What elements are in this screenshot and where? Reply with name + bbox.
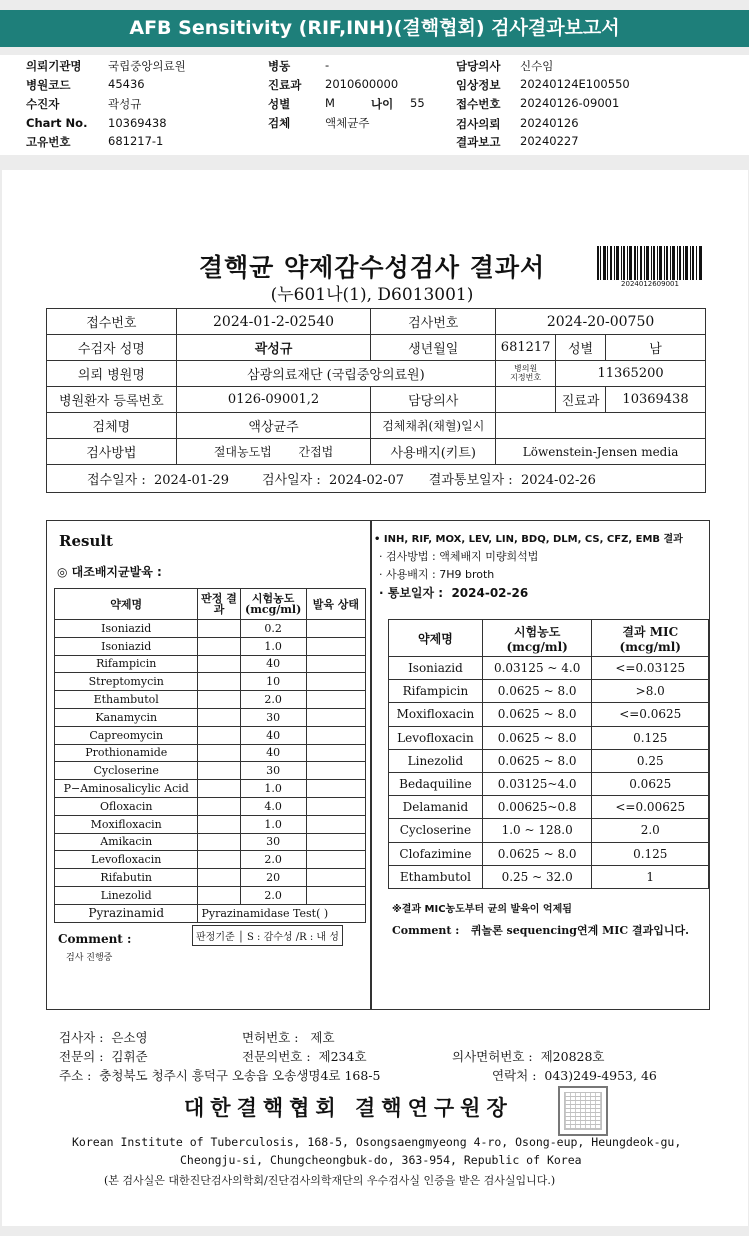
cell-method-value: [176, 439, 371, 465]
t1-conc: 4.0: [240, 797, 306, 815]
t2-mic: <=0.0625: [592, 703, 709, 726]
t1-row: [55, 833, 366, 851]
clinical-label: 임상정보: [456, 78, 501, 92]
criteria-value: S : 감수성 /R : 내 성: [247, 932, 339, 943]
reported-value: 20240227: [520, 134, 579, 148]
official-seal-icon: [558, 1086, 608, 1136]
t1-growth: [306, 637, 365, 655]
address-value: 충청북도 청주시 흥덕구 오송읍 오송생명4로 168-5: [99, 1068, 381, 1083]
cell-doctor-label: 담당의사: [371, 387, 496, 413]
t2-mic: 0.25: [592, 749, 709, 772]
t1-row: [55, 673, 366, 691]
t1-growth: [306, 833, 365, 851]
t1-result: [198, 655, 240, 673]
code-value: 45436: [108, 77, 145, 91]
recv-date-value: 2024-01-29: [154, 473, 229, 488]
scanned-report: [2, 170, 748, 1226]
t2-conc: 0.25 ~ 32.0: [482, 865, 592, 888]
spec-no-label: 전문의번호 :: [242, 1049, 311, 1064]
right-comment-value: 퀴놀론 sequencing연계 MIC 결과입니다.: [470, 924, 689, 937]
doc-subtitle: (누601나(1), D6013001): [270, 285, 474, 305]
sex-value: M: [325, 96, 335, 110]
institute-name-ko: 대한결핵협회 결핵연구원장: [184, 1095, 513, 1120]
t1-conc: 40: [240, 744, 306, 762]
cell-reg-label: 병원환자 등록번호: [47, 387, 177, 413]
t1-drug: Cycloserine: [55, 762, 198, 780]
t1-conc: 30: [240, 708, 306, 726]
t1-row: [55, 886, 366, 904]
t1-result: [198, 815, 240, 833]
hospital-no-label-2: 지정번호: [510, 372, 542, 382]
t1-conc: 2.0: [240, 851, 306, 869]
t1-drug: Rifabutin: [55, 869, 198, 887]
t2-mic: 2.0: [592, 819, 709, 842]
criteria-box: 판정기준 │ S : 감수성 /R : 내 성: [192, 925, 343, 946]
t1-conc: 40: [240, 655, 306, 673]
examiner-label: 검사자 :: [59, 1030, 104, 1045]
t1-result: [198, 620, 240, 638]
t2-row: [389, 796, 709, 819]
t1-result: [198, 673, 240, 691]
cell-dates: [47, 465, 706, 493]
t2-conc: 0.00625~0.8: [482, 796, 592, 819]
dept-value: 2010600000: [325, 77, 399, 91]
t2-drug: Levofloxacin: [389, 726, 483, 749]
t1-row: [55, 780, 366, 798]
cell-exam-value: 2024-20-00750: [496, 309, 706, 335]
t1-drug: Capreomycin: [55, 726, 198, 744]
patient-value: 곽성규: [108, 97, 142, 111]
t1-result: [198, 691, 240, 709]
left-comment-value: 검사 진행중: [66, 953, 113, 963]
test-date-label: 검사일자 :: [262, 473, 321, 488]
cell-collect-label: 검체채취(채혈)일시: [371, 413, 496, 439]
license-label: 면허번호 :: [242, 1030, 299, 1045]
t2-mic: 1: [592, 865, 709, 888]
mic-report-label: · 통보일자 :: [379, 586, 444, 600]
t1-row: [55, 762, 366, 780]
notify-date-label: 결과통보일자 :: [428, 473, 513, 488]
mic-report-line: [379, 584, 528, 601]
cell-name-value: 곽성규: [176, 335, 371, 361]
t1-conc: 1.0: [240, 637, 306, 655]
t2-drug: Linezolid: [389, 749, 483, 772]
uid-label: 고유번호: [26, 135, 71, 149]
t1-conc: 20: [240, 869, 306, 887]
t2-row: [389, 749, 709, 772]
t2-conc: 0.03125~4.0: [482, 772, 592, 795]
ward-value: -: [325, 58, 330, 72]
cell-birth-value: 681217: [496, 335, 556, 361]
cell-sex-value: 남: [606, 335, 706, 361]
cell-exam-label: 검사번호: [371, 309, 496, 335]
specimen-label: 검체: [268, 116, 291, 130]
notify-date-value: 2024-02-26: [520, 473, 596, 488]
contact-label: 연락처 :: [492, 1068, 537, 1083]
t1-header-result: 판정 결과: [198, 589, 240, 620]
t1-header-growth: 발육 상태: [306, 589, 365, 620]
t1-row: [55, 691, 366, 709]
cell-specimen-value: 액상균주: [176, 413, 371, 439]
t1-result: [198, 708, 240, 726]
doctor-value: 신수임: [520, 59, 554, 73]
license-value: 제호: [310, 1030, 335, 1045]
cell-birth-label: 생년월일: [371, 335, 496, 361]
doc-license-label: 의사면허번호 :: [452, 1049, 533, 1064]
test-date-value: 2024-02-07: [329, 473, 404, 488]
pza-drug: Pyrazinamid: [55, 904, 198, 922]
barcode-number: 2024012609001: [621, 280, 679, 288]
cell-dept-label: 진료과: [556, 387, 606, 413]
t2-drug: Rifampicin: [389, 680, 483, 703]
t1-growth: [306, 673, 365, 691]
specialist: [59, 1047, 148, 1065]
t1-conc: 10: [240, 673, 306, 691]
mic-report-value: 2024-02-26: [451, 586, 529, 600]
right-comment-label: Comment :: [392, 924, 460, 937]
footer-line-1: [59, 1028, 148, 1046]
t2-mic: 0.125: [592, 842, 709, 865]
t2-drug: Bedaquiline: [389, 772, 483, 795]
chart-label: Chart No.: [26, 116, 88, 130]
t1-drug: Ofloxacin: [55, 797, 198, 815]
t1-drug: Isoniazid: [55, 637, 198, 655]
t2-drug: Cycloserine: [389, 819, 483, 842]
t1-growth: [306, 869, 365, 887]
t2-drug: Moxifloxacin: [389, 703, 483, 726]
mic-drugs-line: • INH, RIF, MOX, LEV, LIN, BDQ, DLM, CS, CFZ, EMB 결과: [374, 534, 683, 545]
cell-media-value: Löwenstein-Jensen media: [496, 439, 706, 465]
t1-row: [55, 815, 366, 833]
chart-value: 10369438: [108, 116, 167, 130]
age-value: 55: [410, 96, 425, 110]
institute-address-en-2: Cheongju-si, Chungcheongbuk-do, 363-954, Republic of Korea: [180, 1153, 582, 1167]
address-label: 주소 :: [59, 1068, 92, 1083]
mic-table: [388, 619, 709, 889]
recv-date-label: 접수일자 :: [87, 473, 146, 488]
contact-value: 043)249-4953, 46: [544, 1068, 657, 1083]
cell-media-label: 사용배지(키트): [371, 439, 496, 465]
t1-row: [55, 797, 366, 815]
specimen-info-table: [46, 308, 706, 493]
mic-media-line: · 사용배지 : 7H9 broth: [379, 568, 495, 581]
t1-row: [55, 726, 366, 744]
t1-conc: 1.0: [240, 815, 306, 833]
code-label: 병원코드: [26, 78, 71, 92]
t2-row: [389, 726, 709, 749]
t2-conc: 0.0625 ~ 8.0: [482, 842, 592, 865]
t2-row: [389, 680, 709, 703]
contact: [492, 1066, 657, 1084]
t2-conc: 0.0625 ~ 8.0: [482, 703, 592, 726]
t1-row: [55, 744, 366, 762]
institute-address-en-1: Korean Institute of Tuberculosis, 168-5, Osongsaengmyeong 4-ro, Osong-eup, Heungdeok-gu,: [72, 1135, 682, 1149]
address: [59, 1066, 381, 1084]
t1-result: [198, 726, 240, 744]
t2-mic: 0.125: [592, 726, 709, 749]
criteria-label: 판정기준: [196, 932, 235, 943]
t1-header-drug: 약제명: [55, 589, 198, 620]
t2-mic: 0.0625: [592, 772, 709, 795]
reported-label: 결과보고: [456, 135, 501, 149]
t2-header-drug: 약제명: [389, 620, 483, 657]
dept-label: 진료과: [268, 78, 302, 92]
absolute-concentration-table: [54, 588, 366, 923]
t1-result: [198, 851, 240, 869]
cell-method-label: 검사방법: [47, 439, 177, 465]
clinical-value: 20240124E100550: [520, 77, 630, 91]
specialist-value: 김휘준: [111, 1049, 148, 1064]
method-value-2: 간접법: [298, 445, 334, 459]
doc-title: 결핵균 약제감수성검사 결과서: [198, 253, 546, 282]
hospital-value: 국립중앙의료원: [108, 59, 186, 73]
receipt-value: 20240126-09001: [520, 96, 620, 110]
sex-label: 성별: [268, 97, 291, 111]
t1-header-conc: 시험농도 (mcg/ml): [240, 589, 306, 620]
cell-reg-value: 0126-09001,2: [176, 387, 371, 413]
t2-conc: 0.0625 ~ 8.0: [482, 726, 592, 749]
t1-growth: [306, 655, 365, 673]
t1-row: [55, 851, 366, 869]
pza-test: Pyrazinamidase Test( ): [198, 904, 366, 922]
result-label: Result: [59, 532, 113, 550]
t1-growth: [306, 691, 365, 709]
t1-growth: [306, 797, 365, 815]
t1-drug: Moxifloxacin: [55, 815, 198, 833]
t2-conc: 0.0625 ~ 8.0: [482, 680, 592, 703]
t2-mic: <=0.03125: [592, 657, 709, 680]
certification-note: (본 검사실은 대한진단검사의학회/진단검사의학재단의 우수검사실 인증을 받은 검사실입니다.): [104, 1174, 556, 1187]
right-comment: [392, 922, 689, 938]
t1-row: [55, 655, 366, 673]
t1-result: [198, 833, 240, 851]
t1-result: [198, 762, 240, 780]
t1-drug: P−Aminosalicylic Acid: [55, 780, 198, 798]
t1-drug: Linezolid: [55, 886, 198, 904]
t2-row: [389, 657, 709, 680]
cell-hospital-no-label: [496, 361, 556, 387]
t2-conc: 1.0 ~ 128.0: [482, 819, 592, 842]
t1-conc: 2.0: [240, 691, 306, 709]
method-value-1: 절대농도법: [213, 445, 272, 459]
spec-no-value: 제234호: [318, 1049, 367, 1064]
t2-row: [389, 772, 709, 795]
cell-sex-label: 성별: [556, 335, 606, 361]
t2-conc: 0.0625 ~ 8.0: [482, 749, 592, 772]
doctor-license: [452, 1047, 605, 1065]
t1-drug: Rifampicin: [55, 655, 198, 673]
t1-result: [198, 637, 240, 655]
requested-label: 검사의뢰: [456, 117, 501, 131]
ward-label: 병동: [268, 59, 291, 73]
barcode-icon: [596, 246, 704, 280]
t2-conc: 0.03125 ~ 4.0: [482, 657, 592, 680]
age-label: 나이: [371, 97, 394, 111]
doc-license-value: 제20828호: [540, 1049, 605, 1064]
t1-growth: [306, 744, 365, 762]
t2-mic: >8.0: [592, 680, 709, 703]
t1-row: [55, 637, 366, 655]
examiner-value: 은소영: [111, 1030, 148, 1045]
t1-result: [198, 744, 240, 762]
t1-row: [55, 620, 366, 638]
specimen-value: 액체균주: [325, 116, 370, 130]
t1-drug: Ethambutol: [55, 691, 198, 709]
hospital-label: 의뢰기관명: [26, 59, 82, 73]
t1-growth: [306, 780, 365, 798]
t1-growth: [306, 620, 365, 638]
t1-drug: Kanamycin: [55, 708, 198, 726]
cell-hospital-value: 삼광의료재단 (국립중앙의료원): [176, 361, 495, 387]
t1-result: [198, 797, 240, 815]
cell-dept-value: 10369438: [606, 387, 706, 413]
doctor-label: 담당의사: [456, 59, 501, 73]
t2-header-conc: 시험농도 (mcg/ml): [482, 620, 592, 657]
uid-value: 681217-1: [108, 134, 164, 148]
t1-drug: Amikacin: [55, 833, 198, 851]
t1-conc: 2.0: [240, 886, 306, 904]
t2-row: [389, 865, 709, 888]
t2-drug: Isoniazid: [389, 657, 483, 680]
cell-receipt-label: 접수번호: [47, 309, 177, 335]
t2-header-mic: 결과 MIC (mcg/ml): [592, 620, 709, 657]
t1-result: [198, 780, 240, 798]
t1-conc: 1.0: [240, 780, 306, 798]
t1-row: [55, 869, 366, 887]
mic-method-line: · 검사방법 : 액체배지 미량희석법: [379, 550, 539, 563]
t1-growth: [306, 886, 365, 904]
t2-mic: <=0.00625: [592, 796, 709, 819]
t1-conc: 0.2: [240, 620, 306, 638]
t2-row: [389, 819, 709, 842]
cell-hospital-no-value: 11365200: [556, 361, 706, 387]
t2-row: [389, 703, 709, 726]
t1-growth: [306, 815, 365, 833]
t2-drug: Delamanid: [389, 796, 483, 819]
t1-row: [55, 708, 366, 726]
t1-conc: 30: [240, 833, 306, 851]
report-banner: AFB Sensitivity (RIF,INH)(결핵협회) 검사결과보고서: [0, 10, 749, 47]
t1-conc: 40: [240, 726, 306, 744]
t1-conc: 30: [240, 762, 306, 780]
t1-growth: [306, 851, 365, 869]
t1-drug: Isoniazid: [55, 620, 198, 638]
t2-drug: Ethambutol: [389, 865, 483, 888]
patient-info-panel: [0, 55, 749, 155]
cell-specimen-label: 검체명: [47, 413, 177, 439]
t1-growth: [306, 726, 365, 744]
hospital-no-label-1: 병의원: [514, 363, 538, 373]
t1-drug: Streptomycin: [55, 673, 198, 691]
t2-drug: Clofazimine: [389, 842, 483, 865]
t1-growth: [306, 708, 365, 726]
patient-label: 수진자: [26, 97, 60, 111]
cell-collect-value: [496, 413, 706, 439]
t1-result: [198, 886, 240, 904]
t1-drug: Levofloxacin: [55, 851, 198, 869]
cell-doctor-value: [496, 387, 556, 413]
receipt-label: 접수번호: [456, 97, 501, 111]
control-growth-label: ◎ 대조배지균발육 :: [57, 565, 162, 579]
specialist-label: 전문의 :: [59, 1049, 104, 1064]
license: [242, 1028, 335, 1046]
specialist-number: [242, 1047, 367, 1065]
left-comment-label: Comment :: [58, 932, 132, 946]
cell-hospital-label: 의뢰 병원명: [47, 361, 177, 387]
requested-value: 20240126: [520, 116, 579, 130]
t2-row: [389, 842, 709, 865]
mic-note: ※결과 MIC농도부터 균의 발육이 억제됨: [392, 904, 572, 915]
t1-growth: [306, 762, 365, 780]
cell-receipt-value: 2024-01-2-02540: [176, 309, 371, 335]
t1-result: [198, 869, 240, 887]
cell-name-label: 수검자 성명: [47, 335, 177, 361]
t1-drug: Prothionamide: [55, 744, 198, 762]
